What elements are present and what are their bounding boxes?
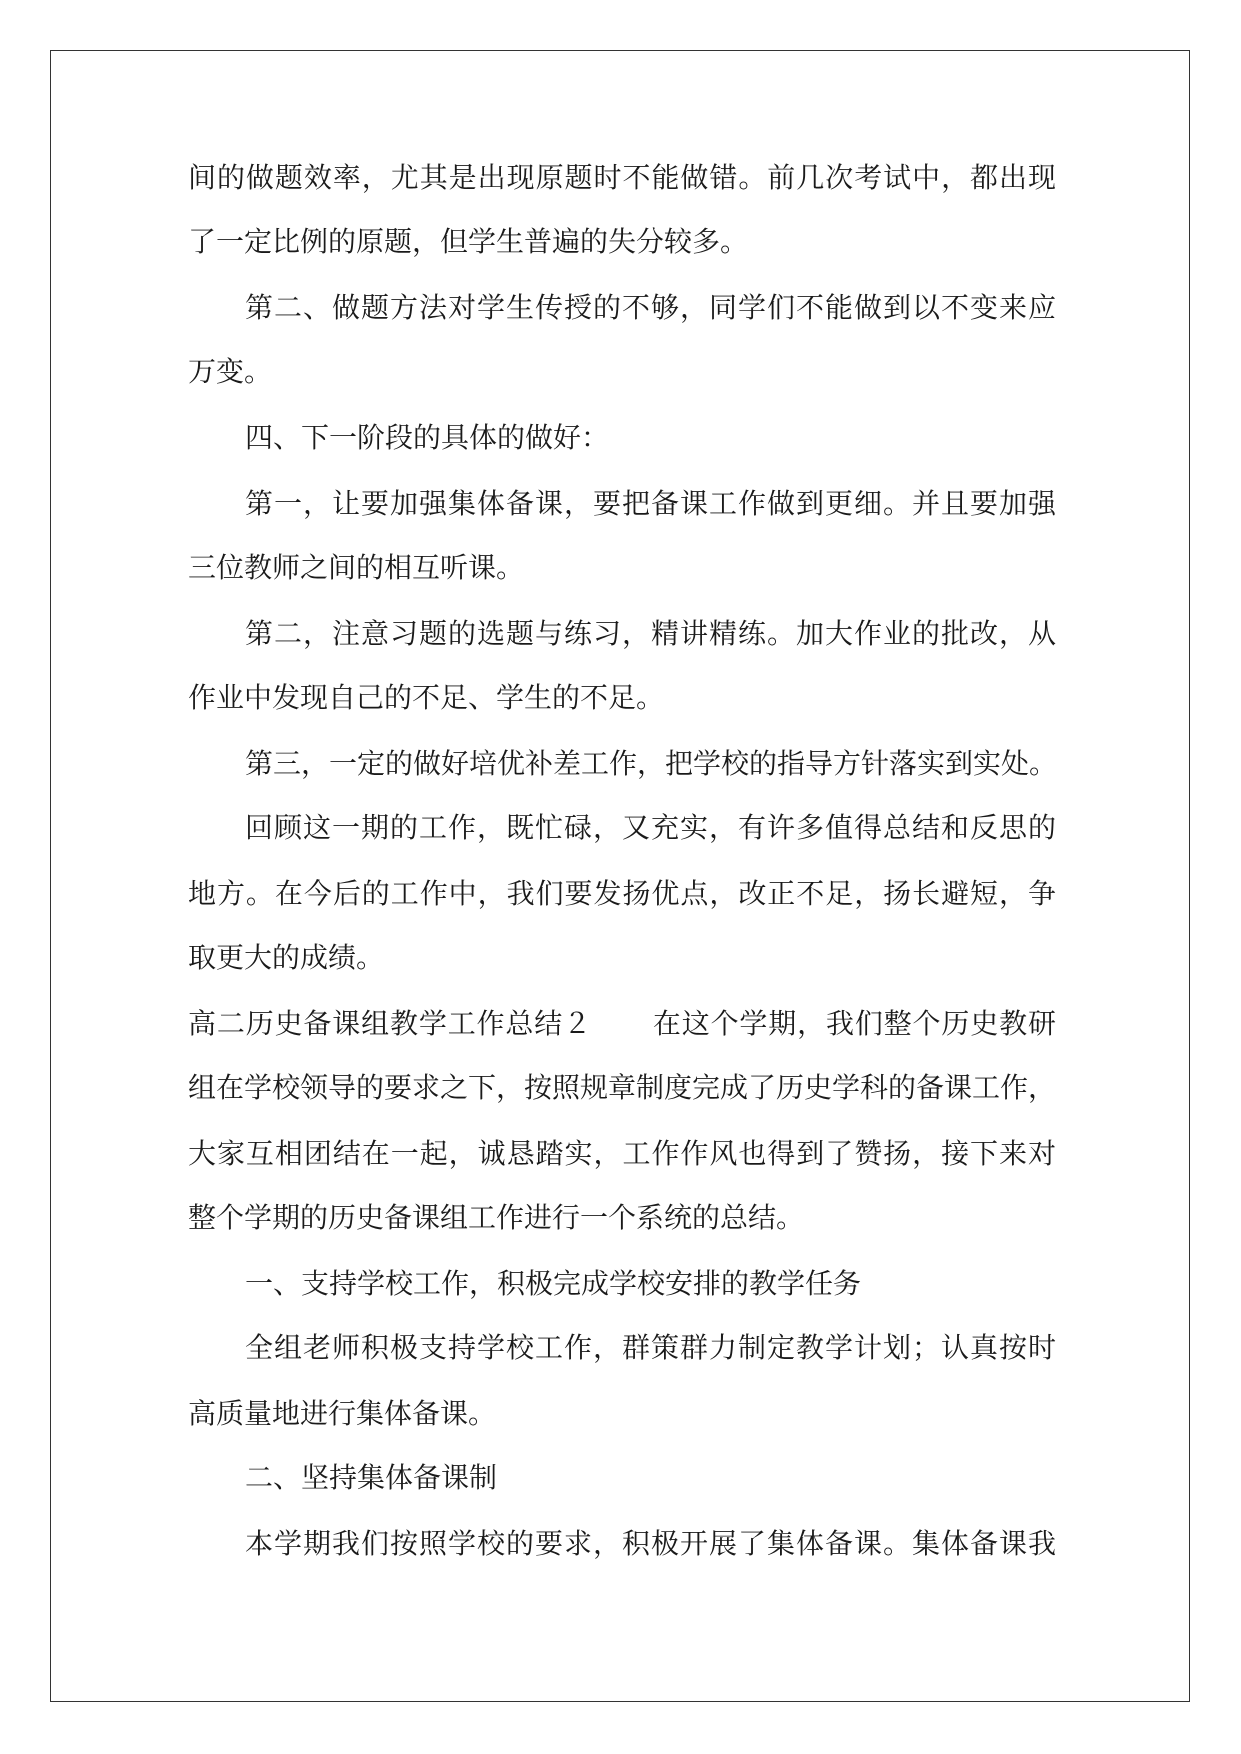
- text-line: 回顾这一期的工作，既忙碌，又充实，有许多值得总结和反思的: [245, 811, 1056, 844]
- text-line: 第二、做题方法对学生传授的不够，同学们不能做到以不变来应: [245, 291, 1056, 324]
- text-line: 全组老师积极支持学校工作，群策群力制定教学计划；认真按时: [245, 1331, 1056, 1364]
- text-line: 作业中发现自己的不足、学生的不足。: [188, 681, 665, 714]
- text-line: 组在学校领导的要求之下，按照规章制度完成了历史学科的备课工作，: [188, 1071, 1057, 1104]
- text-line: 间的做题效率，尤其是出现原题时不能做错。前几次考试中，都出现: [188, 161, 1056, 194]
- text-line: 取更大的成绩。: [188, 941, 385, 974]
- section-title: 高二历史备课组教学工作总结２: [188, 1007, 592, 1040]
- section-heading: 一、支持学校工作，积极完成学校安排的教学任务: [245, 1267, 862, 1300]
- section-heading: 二、坚持集体备课制: [245, 1461, 498, 1494]
- text-line: 本学期我们按照学校的要求，积极开展了集体备课。集体备课我: [245, 1527, 1056, 1560]
- text-line: 高质量地进行集体备课。: [188, 1397, 497, 1430]
- text-line: 大家互相团结在一起，诚恳踏实，工作作风也得到了赞扬，接下来对: [188, 1137, 1056, 1170]
- text-line: 第三，一定的做好培优补差工作，把学校的指导方针落实到实处。: [245, 747, 1058, 780]
- text-line: 第一，让要加强集体备课，要把备课工作做到更细。并且要加强: [245, 487, 1056, 520]
- text-line: 了一定比例的原题，但学生普遍的失分较多。: [188, 225, 749, 258]
- section-heading: 四、下一阶段的具体的做好：: [245, 421, 610, 454]
- text-line: 整个学期的历史备课组工作进行一个系统的总结。: [188, 1201, 805, 1234]
- text-line: 三位教师之间的相互听课。: [188, 551, 525, 584]
- text-line: [188, 1004, 1056, 1044]
- text-segment: 在这个学期，我们整个历史教研: [652, 1007, 1056, 1040]
- text-line: 第二，注意习题的选题与练习，精讲精练。加大作业的批改，从: [245, 617, 1056, 650]
- text-line: 地方。在今后的工作中，我们要发扬优点，改正不足，扬长避短，争: [188, 877, 1056, 910]
- text-line: 万变。: [188, 355, 273, 388]
